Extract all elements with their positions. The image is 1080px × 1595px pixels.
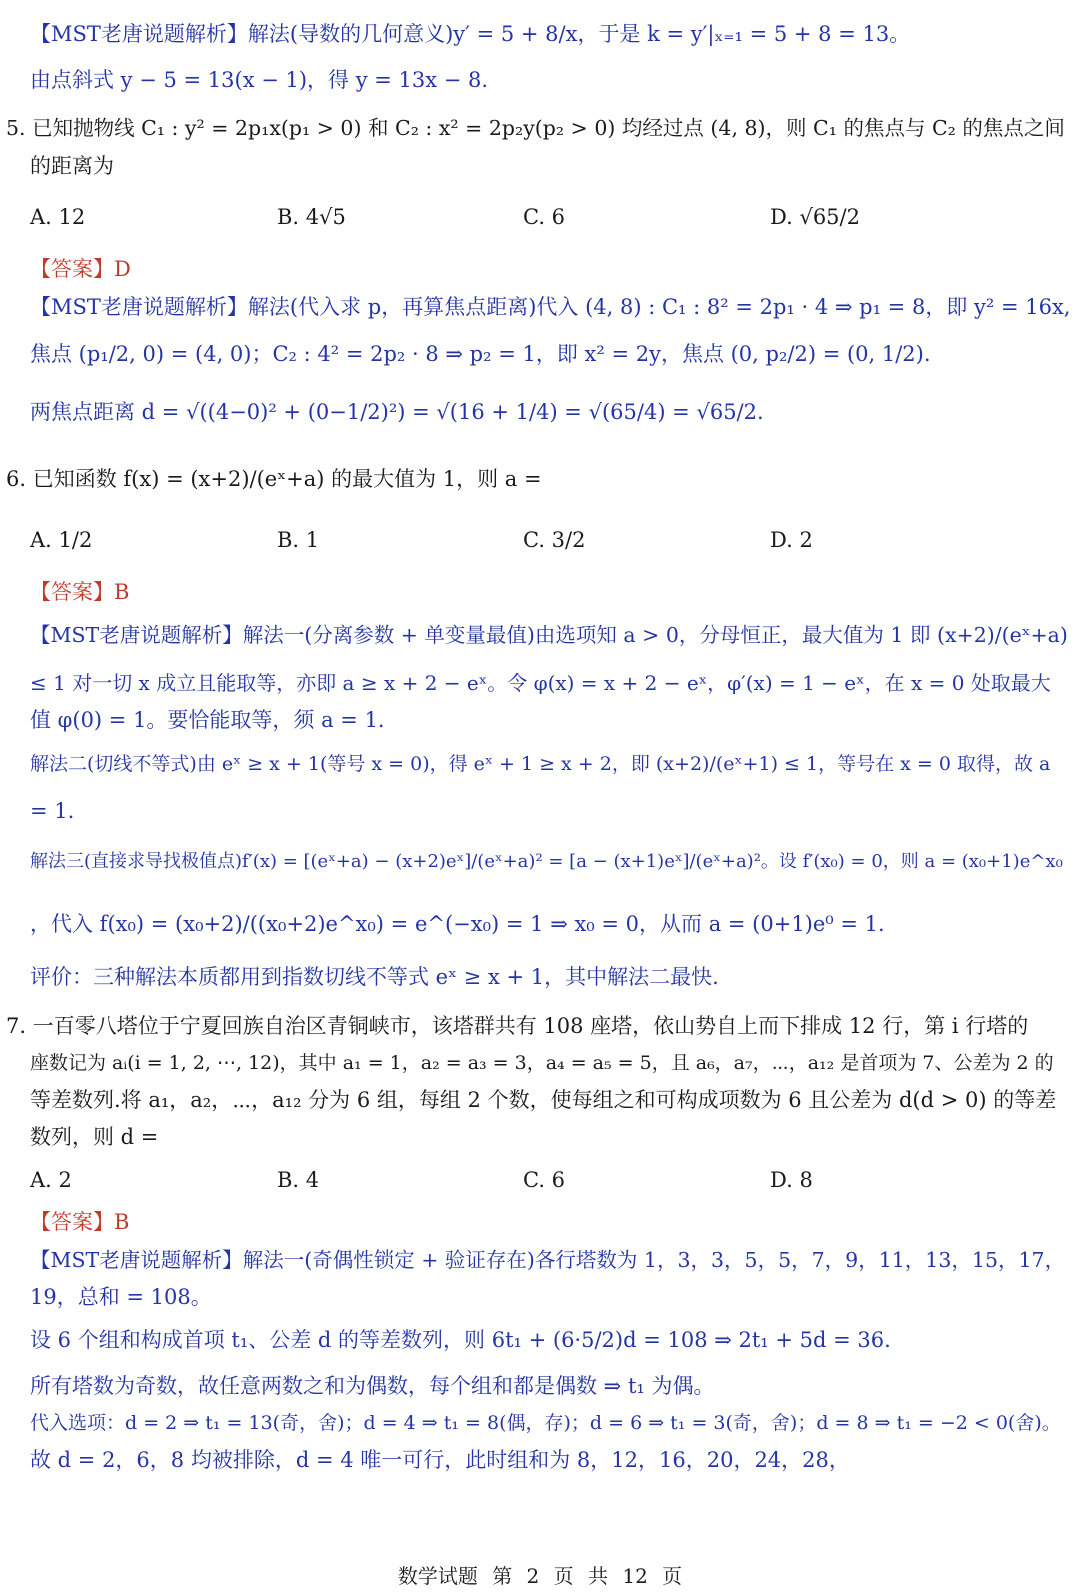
footer-subject: 数学试题 <box>397 1564 478 1588</box>
text-line-l22: 数列，则 d = <box>30 1125 159 1149</box>
text-line-l14: 解法二(切线不等式)由 eˣ ≥ x + 1(等号 x = 0)，得 eˣ + 1 ≥ x + 2，即 (x+2)/(eˣ+1) ≤ 1，等号在 x = 0 取得，故 a <box>30 753 1051 775</box>
text-line-l13: 值 φ(0) = 1。要恰能取等，须 a = 1. <box>30 708 385 732</box>
footer-page-suffix: 页 <box>553 1564 574 1588</box>
text-line-l03: 5. 已知抛物线 C₁ : y² = 2p₁x(p₁ > 0) 和 C₂ : x² = 2p₂y(p₂ > 0) 均经过点 (4, 8)，则 C₁ 的焦点与 C₂ 的焦点之间 <box>6 116 1065 140</box>
text-line-l16: 解法三(直接求导找极值点)f′(x) = [(eˣ+a) − (x+2)eˣ]/(eˣ+a)² = [a − (x+1)eˣ]/(eˣ+a)²。设 f′(x₀) = 0，则 a = (x₀+1)e^x₀ <box>30 851 1063 872</box>
text-line-l07: 焦点 (p₁/2, 0) = (4, 0)；C₂ : 4² = 2p₂ · 8 ⇒ p₂ = 1，即 x² = 2y，焦点 (0, p₂/2) = (0, 1/2). <box>30 342 931 366</box>
option-q7b: B. 4 <box>277 1168 320 1192</box>
footer-page-number: 2 <box>526 1564 540 1588</box>
text-line-l15: = 1. <box>30 799 75 823</box>
option-q5c: C. 6 <box>523 205 566 229</box>
text-line-l12: ≤ 1 对一切 x 成立且能取等，亦即 a ≥ x + 2 − eˣ。令 φ(x) = x + 2 − eˣ，φ′(x) = 1 − eˣ，在 x = 0 处取最大 <box>30 671 1051 695</box>
text-line-l21: 等差数列.将 a₁，a₂，⋯，a₁₂ 分为 6 组，每组 2 个数，使每组之和可构成项数为 6 且公差为 d(d > 0) 的等差 <box>30 1088 1057 1112</box>
option-q7a: A. 2 <box>30 1168 72 1192</box>
text-line-l11: 【MST老唐说题解析】解法一(分离参数 + 单变量最值)由选项知 a > 0，分母恒正，最大值为 1 即 (x+2)/(eˣ+a) <box>30 623 1068 647</box>
text-line-l18: 评价：三种解法本质都用到指数切线不等式 eˣ ≥ x + 1，其中解法二最快. <box>30 965 719 989</box>
text-line-l09: 6. 已知函数 f(x) = (x+2)/(eˣ+a) 的最大值为 1，则 a = <box>6 467 542 491</box>
footer-total-prefix: 共 <box>588 1564 608 1588</box>
text-line-l26: 设 6 个组和构成首项 t₁、公差 d 的等差数列，则 6t₁ + (6·5/2)d = 108 ⇒ 2t₁ + 5d = 36. <box>30 1328 891 1352</box>
text-line-l29: 故 d = 2，6，8 均被排除，d = 4 唯一可行，此时组和为 8，12，16，20，24，28， <box>30 1448 850 1472</box>
text-line-l10: 【答案】B <box>30 580 130 604</box>
text-line-l04: 的距离为 <box>30 154 114 178</box>
text-line-l28: 代入选项：d = 2 ⇒ t₁ = 13(奇，舍)；d = 4 ⇒ t₁ = 8(偶，存)；d = 6 ⇒ t₁ = 3(奇，舍)；d = 8 ⇒ t₁ = −2 < 0(舍)。 <box>30 1412 1061 1434</box>
option-q5d: D. √65/2 <box>770 205 860 229</box>
option-q6a: A. 1/2 <box>30 528 93 552</box>
text-line-l02: 由点斜式 y − 5 = 13(x − 1)，得 y = 13x − 8. <box>30 68 489 92</box>
text-line-l08: 两焦点距离 d = √((4−0)² + (0−1/2)²) = √(16 + 1/4) = √(65/4) = √65/2. <box>30 400 764 424</box>
text-line-l24: 【MST老唐说题解析】解法一(奇偶性锁定 + 验证存在)各行塔数为 1，3，3，5，5，7，9，11，13，15，17， <box>30 1248 1066 1272</box>
footer-page-prefix: 第 <box>492 1564 513 1588</box>
option-q7c: C. 6 <box>523 1168 566 1192</box>
option-q6b: B. 1 <box>277 528 320 552</box>
text-line-l01: 【MST老唐说题解析】解法(导数的几何意义)y′ = 5 + 8/x，于是 k = y′|ₓ₌₁ = 5 + 8 = 13。 <box>30 22 911 46</box>
footer-total-suffix: 页 <box>662 1564 683 1588</box>
text-line-l19: 7. 一百零八塔位于宁夏回族自治区青铜峡市，该塔群共有 108 座塔，依山势自上而下排成 12 行，第 i 行塔的 <box>6 1014 1029 1038</box>
option-q6d: D. 2 <box>770 528 813 552</box>
page-footer <box>0 1560 1080 1589</box>
text-line-l06: 【MST老唐说题解析】解法(代入求 p，再算焦点距离)代入 (4, 8) : C₁ : 8² = 2p₁ · 4 ⇒ p₁ = 8，即 y² = 16x, <box>30 295 1071 319</box>
text-line-l23: 【答案】B <box>30 1210 130 1234</box>
option-q5a: A. 12 <box>30 205 86 229</box>
text-line-l20: 座数记为 aᵢ(i = 1, 2, ⋯, 12)，其中 a₁ = 1，a₂ = a₃ = 3，a₄ = a₅ = 5，且 a₆，a₇，⋯，a₁₂ 是首项为 7、公差为 2 的 <box>30 1052 1054 1074</box>
text-line-l27: 所有塔数为奇数，故任意两数之和为偶数，每个组和都是偶数 ⇒ t₁ 为偶。 <box>30 1374 715 1398</box>
text-line-l05: 【答案】D <box>30 257 131 281</box>
text-line-l25: 19，总和 = 108。 <box>30 1285 212 1309</box>
text-line-l17: ，代入 f(x₀) = (x₀+2)/((x₀+2)e^x₀) = e^(−x₀) = 1 ⇒ x₀ = 0，从而 a = (0+1)e⁰ = 1. <box>30 912 885 936</box>
footer-total-pages: 12 <box>622 1564 648 1588</box>
option-q5b: B. 4√5 <box>277 205 346 229</box>
option-q6c: C. 3/2 <box>523 528 586 552</box>
option-q7d: D. 8 <box>770 1168 813 1192</box>
